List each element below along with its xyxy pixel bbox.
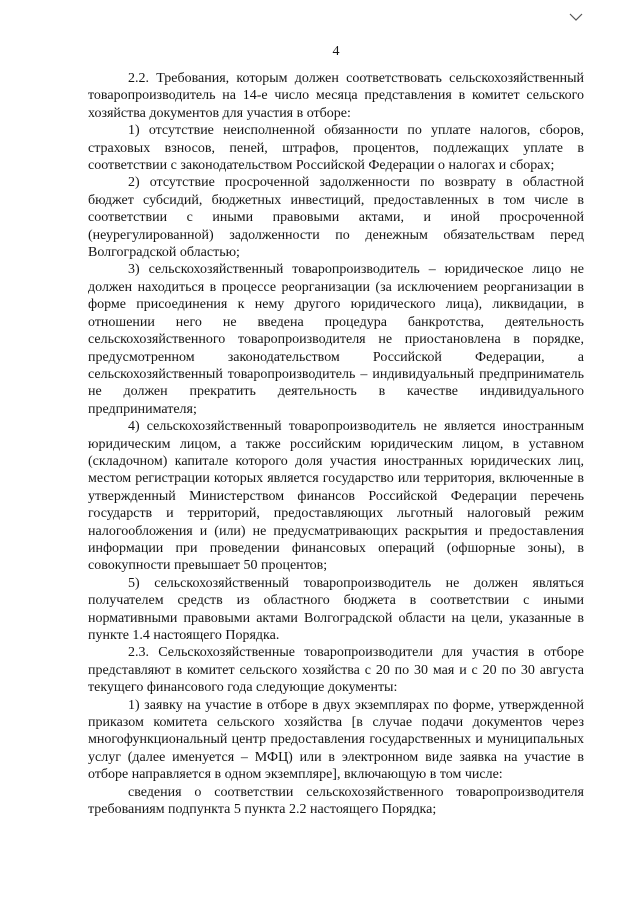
paragraph-2-3-subitem: сведения о соответствии сельскохозяйственного товаропроизводителя требованиям подпункта 5 пункта 2.2 настоящего Порядка; [88,784,584,818]
paragraph-2-2-item-3: 3) сельскохозяйственный товаропроизводитель – юридическое лицо не должен находиться в процессе реорганизации (за исключением реорганизации в форме присоединения к нему другого юридического лица), ликвидации, в отношении него не введена процедура банкротства, деятельность сельскохозяйственного товаропроизводителя не приостановлена в порядке, предусмотренном законодательством Российской Федерации, а сельскохозяйственный товаропроизводитель – индивидуальный предприниматель не должен прекратить деятельность в качестве индивидуального предпринимателя; [88,262,584,417]
paragraph-2-3-item-1: 1) заявку на участие в отборе в двух экземплярах по форме, утвержденной приказом комитета сельского хозяйства [в случае подачи документов через многофункциональный центр предоставления государственных и муниципальных услуг (далее именуется – МФЦ) или в электронном виде заявка на участие в отборе направляется в одном экземпляре], включающую в том числе: [88,697,584,783]
paragraph-2-2-item-5: 5) сельскохозяйственный товаропроизводитель не должен являться получателем средств из областного бюджета в соответствии с иными нормативными правовыми актами Волгоградской области на цели, указанные в пункте 1.4 настоящего Порядка. [88,575,584,643]
paragraph-2-2: 2.2. Требования, которым должен соответствовать сельскохозяйственный товаропроизводитель на 14-е число месяца представления в комитет сельского хозяйства документов для участия в отборе: [88,71,584,121]
paragraph-2-2-item-2: 2) отсутствие просроченной задолженности по возврату в областной бюджет субсидий, бюджетных инвестиций, предоставленных в том числе в соответствии с иными правовыми актами, и иной просроченной (неурегулированной) задолженности по денежным обязательствам перед Волгоградской областью; [88,175,584,261]
paragraph-2-2-item-4: 4) сельскохозяйственный товаропроизводитель не является иностранным юридическим лицом, а также российским юридическим лицом, в уставном (складочном) капитале которого доля участия иностранных юридических лиц, местом регистрации которых является государство или территория, включенные в утвержденный Министерством финансов Российской Федерации перечень государств и территорий, предоставляющих льготный налоговый режим налогообложения и (или) не предусматривающих раскрытия и предоставления информации при проведении финансовых операций (офшорные зоны), в совокупности превышает 50 процентов; [88,419,584,574]
paragraph-2-2-item-1: 1) отсутствие неисполненной обязанности по уплате налогов, сборов, страховых взносов, пеней, штрафов, процентов, подлежащих уплате в соответствии с законодательством Российской Федерации о налогах и сборах; [88,123,584,174]
document-page [88,0,584,905]
page-number: 4 [332,44,340,59]
corner-mark [568,12,584,22]
paragraph-2-3: 2.3. Сельскохозяйственные товаропроизводители для участия в отборе представляют в комитет сельского хозяйства с 20 по 30 мая и с 20 по 30 августа текущего финансового года следующие документы: [88,645,584,696]
document-body [88,70,584,818]
